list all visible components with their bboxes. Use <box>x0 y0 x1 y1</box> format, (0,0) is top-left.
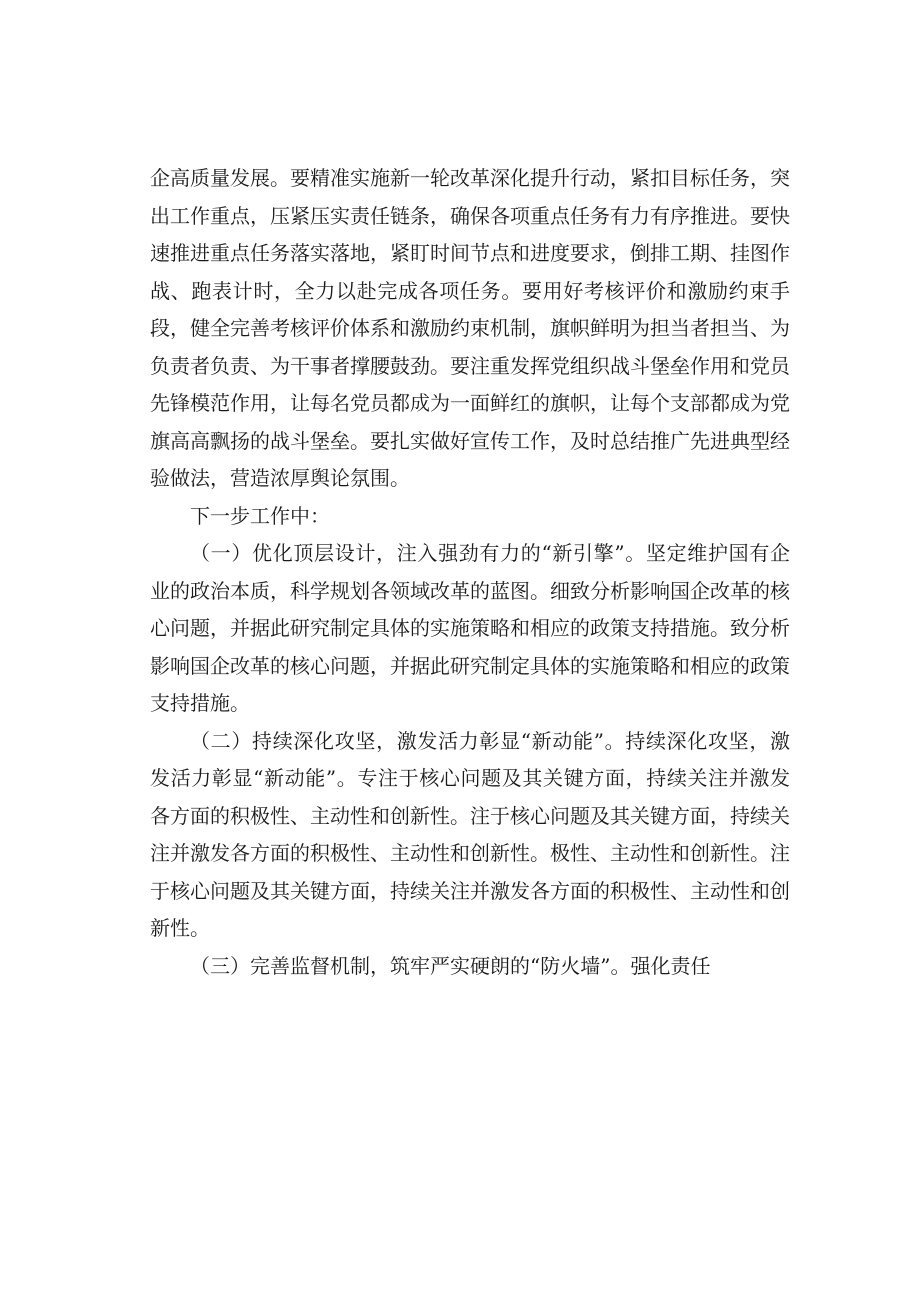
paragraph-next-steps-heading: 下一步工作中： <box>190 503 330 528</box>
paragraph-item-2: （二）持续深化攻坚，激发活力彰显“新动能”。持续深化攻坚，激发活力彰显“新动能”。专注于核心问题及其关键方面，持续关注并激发各方面的积极性、主动性和创新性。注于核心问题及其关键方面，持续关注并激发各方面的积极性、主动性和创新性。极性、主动性和创新性。注于核心问题及其关键方面，持续关注并激发各方面的积极性、主动性和创新性。 <box>150 728 790 940</box>
document-page <box>150 160 790 985</box>
paragraph-item-3: （三）完善监督机制，筑牢严实硬朗的“防火墙”。强化责任 <box>190 953 711 978</box>
paragraph-item-1: （一）优化顶层设计，注入强劲有力的“新引擎”。坚定维护国有企业的政治本质，科学规划各领域改革的蓝图。细致分析影响国企改革的核心问题，并据此研究制定具体的实施策略和相应的政策支持措施。致分析影响国企改革的核心问题，并据此研究制定具体的实施策略和相应的政策支持措施。 <box>150 541 790 715</box>
paragraph-continuation: 企高质量发展。要精准实施新一轮改革深化提升行动，紧扣目标任务，突出工作重点，压紧压实责任链条，确保各项重点任务有力有序推进。要快速推进重点任务落实落地，紧盯时间节点和进度要求，倒排工期、挂图作战、跑表计时，全力以赴完成各项任务。要用好考核评价和激励约束手段，健全完善考核评价体系和激励约束机制，旗帜鲜明为担当者担当、为负责者负责、为干事者撑腰鼓劲。要注重发挥党组织战斗堡垒作用和党员先锋模范作用，让每名党员都成为一面鲜红的旗帜，让每个支部都成为党旗高高飘扬的战斗堡垒。要扎实做好宣传工作，及时总结推广先进典型经验做法，营造浓厚舆论氛围。 <box>150 166 790 490</box>
